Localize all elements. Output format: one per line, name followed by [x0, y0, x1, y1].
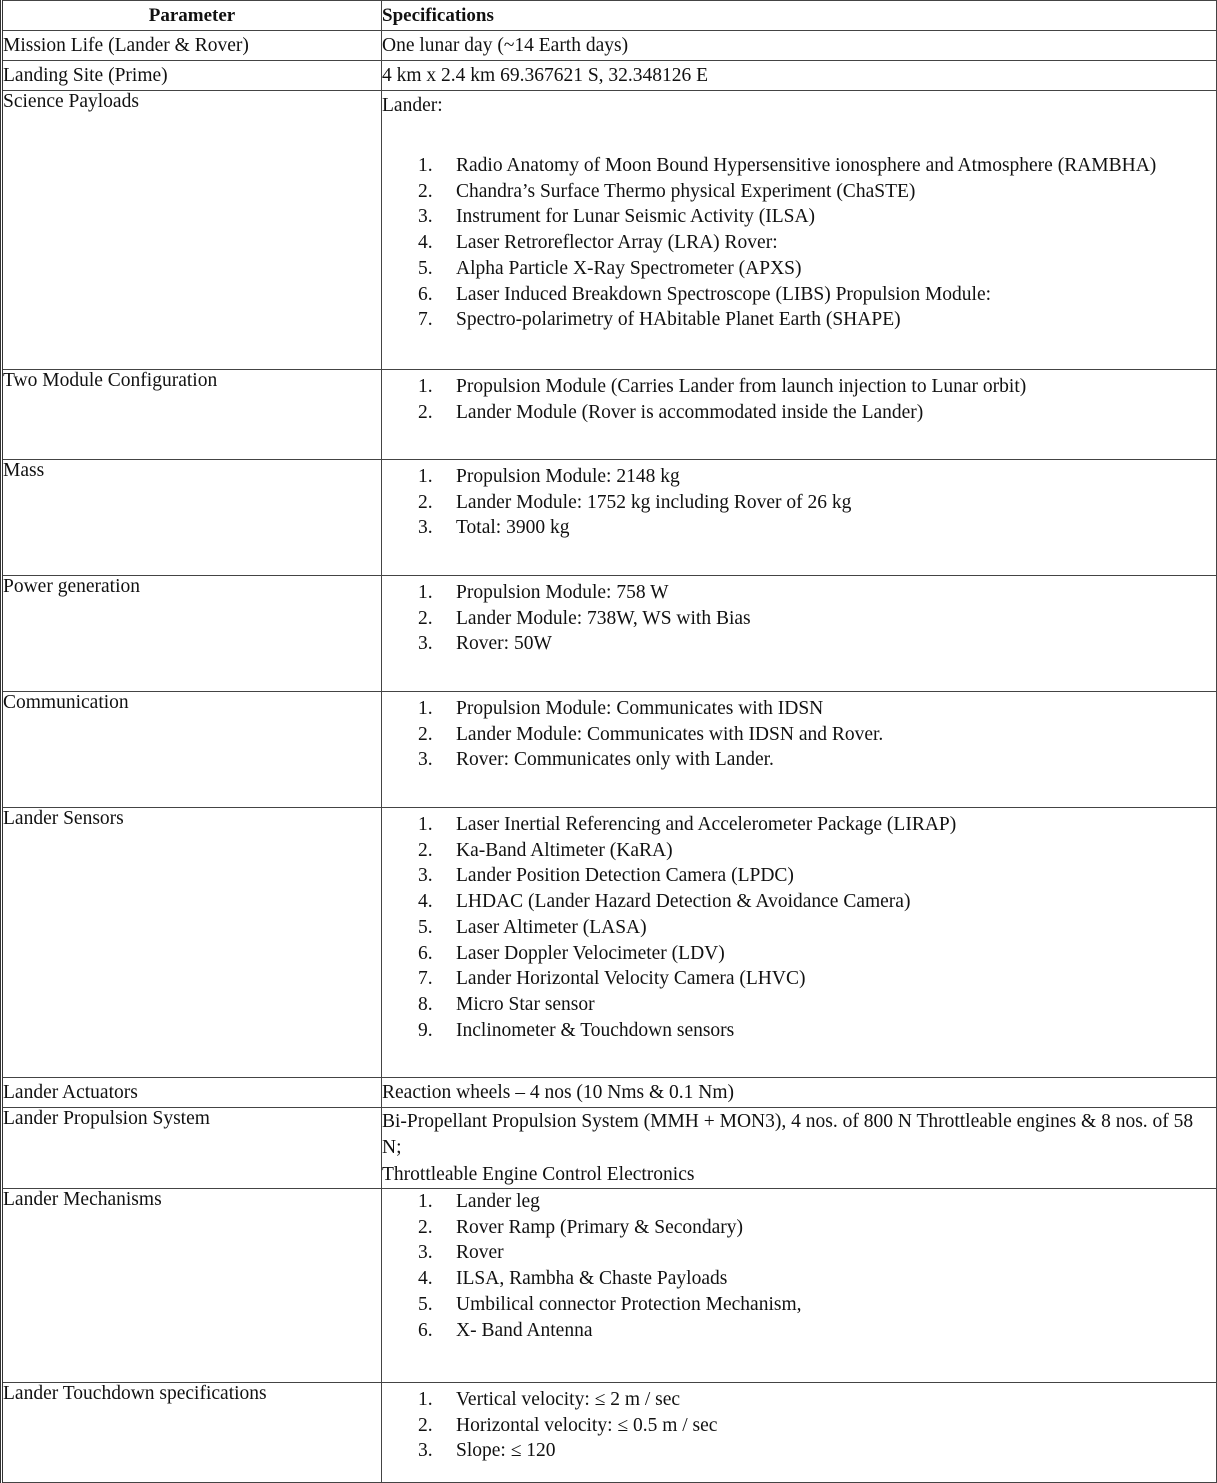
list-item-text: Lander Module: 738W, WS with Bias [456, 607, 751, 629]
list-item-number: 4. [418, 891, 433, 913]
list-item-number: 5. [418, 1293, 433, 1315]
list-item [382, 915, 1216, 941]
parameter-cell: Communication [2, 692, 382, 808]
list-item-text: Laser Induced Breakdown Spectroscope (LIBS) Propulsion Module: [456, 283, 992, 305]
list-item-number: 1. [418, 466, 433, 487]
table-body [2, 31, 1217, 1483]
list-item-text: Propulsion Module: Communicates with IDSN [456, 698, 824, 719]
list-item-text: Laser Retroreflector Array (LRA) Rover: [456, 232, 778, 254]
list-item-number: 4. [418, 232, 433, 254]
list-item [382, 282, 1216, 308]
list-item [382, 1413, 1216, 1439]
table-row [2, 61, 1217, 91]
list-item-text: ILSA, Rambha & Chaste Payloads [456, 1268, 728, 1290]
list-item-number: 1. [418, 698, 433, 719]
list-item [382, 580, 1216, 606]
parameter-cell: Two Module Configuration [2, 370, 382, 460]
specification-line: Bi-Propellant Propulsion System (MMH + MON3), 4 nos. of 800 N Throttleable engines & 8 nos. of 58 N; [382, 1111, 1194, 1158]
list-item [382, 747, 1216, 773]
table-row [2, 1078, 1217, 1108]
list-item-number: 1. [418, 1389, 433, 1410]
list-item [382, 256, 1216, 282]
specification-cell [382, 1108, 1217, 1189]
specification-intro: Lander: [382, 95, 443, 116]
list-item [382, 204, 1216, 230]
list-item-text: Laser Doppler Velocimeter (LDV) [456, 942, 725, 964]
parameter-cell: Lander Propulsion System [2, 1108, 382, 1189]
parameter-cell: Lander Sensors [2, 808, 382, 1078]
list-item [382, 1189, 1216, 1215]
list-item-number: 3. [418, 206, 433, 228]
specification-list [382, 1189, 1216, 1343]
list-item-text: Propulsion Module: 758 W [456, 582, 669, 603]
list-item-text: Laser Altimeter (LASA) [456, 916, 647, 938]
list-item-number: 6. [418, 1319, 433, 1341]
parameter-cell: Landing Site (Prime) [2, 61, 382, 91]
specification-cell [382, 576, 1217, 692]
parameter-header: Parameter [2, 1, 382, 31]
list-item [382, 1240, 1216, 1266]
list-item-number: 2. [418, 839, 433, 861]
list-item [382, 1438, 1216, 1464]
specification-line: Throttleable Engine Control Electronics [382, 1164, 695, 1185]
list-item [382, 992, 1216, 1018]
list-item-text: Horizontal velocity: ≤ 0.5 m / sec [456, 1414, 718, 1436]
list-item-number: 2. [418, 607, 433, 629]
table-row [2, 31, 1217, 61]
list-item-text: Ka-Band Altimeter (KaRA) [456, 839, 673, 861]
parameter-cell: Power generation [2, 576, 382, 692]
list-item-number: 3. [418, 517, 433, 539]
list-item [382, 307, 1216, 333]
list-item-number: 9. [418, 1019, 433, 1041]
specification-text: One lunar day (~14 Earth days) [382, 35, 629, 56]
list-item-text: Lander Position Detection Camera (LPDC) [456, 865, 794, 887]
table-row [2, 1383, 1217, 1483]
list-item [382, 966, 1216, 992]
list-item [382, 631, 1216, 657]
table-row [2, 808, 1217, 1078]
specification-cell [382, 61, 1217, 91]
specification-list [382, 374, 1216, 425]
specification-cell [382, 370, 1217, 460]
list-item-text: Propulsion Module: 2148 kg [456, 466, 680, 487]
list-item-text: Rover: Communicates only with Lander. [456, 749, 774, 771]
list-item-text: X- Band Antenna [456, 1319, 593, 1341]
list-item-text: Micro Star sensor [456, 993, 595, 1015]
list-item-text: Slope: ≤ 120 [456, 1440, 556, 1462]
list-item-number: 2. [418, 180, 433, 202]
list-item-number: 1. [418, 1191, 433, 1212]
list-item-number: 7. [418, 968, 433, 990]
table-row [2, 370, 1217, 460]
list-item-number: 1. [418, 814, 433, 835]
list-item-number: 2. [418, 1216, 433, 1238]
list-item-number: 2. [418, 491, 433, 513]
table-row [2, 576, 1217, 692]
parameter-cell: Lander Mechanisms [2, 1189, 382, 1383]
list-item-text: Umbilical connector Protection Mechanism, [456, 1293, 802, 1315]
list-item-text: Radio Anatomy of Moon Bound Hypersensitive ionosphere and Atmosphere (RAMBHA) [456, 155, 1157, 176]
parameter-cell: Science Payloads [2, 91, 382, 370]
specification-cell [382, 692, 1217, 808]
list-item-number: 4. [418, 1268, 433, 1290]
list-item [382, 1387, 1216, 1413]
list-item-number: 5. [418, 257, 433, 279]
parameter-cell: Mission Life (Lander & Rover) [2, 31, 382, 61]
list-item-text: Lander leg [456, 1191, 540, 1212]
list-item-number: 7. [418, 309, 433, 331]
specification-list [382, 580, 1216, 657]
specification-cell [382, 808, 1217, 1078]
list-item-text: Lander Module: Communicates with IDSN and Rover. [456, 723, 884, 745]
list-item-number: 5. [418, 916, 433, 938]
specification-cell [382, 1189, 1217, 1383]
specification-list [382, 812, 1216, 1043]
list-item [382, 400, 1216, 426]
list-item [382, 1266, 1216, 1292]
list-item-text: Alpha Particle X-Ray Spectrometer (APXS) [456, 257, 802, 279]
list-item-text: Instrument for Lunar Seismic Activity (ILSA) [456, 206, 816, 228]
specification-cell [382, 460, 1217, 576]
list-item-number: 3. [418, 865, 433, 887]
list-item-number: 3. [418, 749, 433, 771]
parameter-cell: Mass [2, 460, 382, 576]
list-item-number: 6. [418, 942, 433, 964]
list-item [382, 490, 1216, 516]
specifications-header: Specifications [382, 1, 1217, 31]
list-item-text: Laser Inertial Referencing and Accelerometer Package (LIRAP) [456, 814, 957, 835]
list-item [382, 230, 1216, 256]
list-item [382, 863, 1216, 889]
specification-cell [382, 1383, 1217, 1483]
list-item [382, 606, 1216, 632]
list-item-text: Lander Module: 1752 kg including Rover of 26 kg [456, 491, 852, 513]
list-item [382, 1018, 1216, 1044]
list-item-number: 1. [418, 582, 433, 603]
list-item-number: 3. [418, 633, 433, 655]
list-item [382, 515, 1216, 541]
table-row [2, 692, 1217, 808]
specification-cell [382, 91, 1217, 370]
list-item [382, 696, 1216, 722]
list-item-text: Total: 3900 kg [456, 517, 570, 539]
specification-list [382, 153, 1216, 333]
list-item-number: 8. [418, 993, 433, 1015]
list-item [382, 1215, 1216, 1241]
list-item-number: 6. [418, 283, 433, 305]
specification-text: 4 km x 2.4 km 69.367621 S, 32.348126 E [382, 65, 709, 86]
list-item [382, 374, 1216, 400]
parameter-cell: Lander Touchdown specifications [2, 1383, 382, 1483]
list-item-number: 3. [418, 1440, 433, 1462]
list-item-text: Rover [456, 1242, 504, 1264]
list-item [382, 1292, 1216, 1318]
list-item-number: 2. [418, 723, 433, 745]
list-item [382, 464, 1216, 490]
table-row [2, 460, 1217, 576]
list-item-text: Rover Ramp (Primary & Secondary) [456, 1216, 744, 1238]
table-row [2, 1189, 1217, 1383]
list-item [382, 722, 1216, 748]
list-item-text: Spectro-polarimetry of HAbitable Planet Earth (SHAPE) [456, 309, 901, 331]
list-item [382, 1318, 1216, 1344]
list-item-text: Lander Module (Rover is accommodated inside the Lander) [456, 401, 924, 423]
list-item-text: LHDAC (Lander Hazard Detection & Avoidance Camera) [456, 891, 911, 913]
list-item-number: 3. [418, 1242, 433, 1264]
list-item-text: Rover: 50W [456, 633, 552, 655]
list-item-number: 1. [418, 155, 433, 176]
list-item [382, 941, 1216, 967]
specification-cell [382, 31, 1217, 61]
table-row [2, 91, 1217, 370]
list-item-text: Vertical velocity: ≤ 2 m / sec [456, 1389, 681, 1410]
list-item-text: Chandra’s Surface Thermo physical Experiment (ChaSTE) [456, 180, 916, 202]
list-item-text: Inclinometer & Touchdown sensors [456, 1019, 735, 1041]
list-item [382, 812, 1216, 838]
specification-text: Reaction wheels – 4 nos (10 Nms & 0.1 Nm) [382, 1082, 735, 1103]
header-row [2, 1, 1217, 31]
list-item [382, 838, 1216, 864]
specification-cell [382, 1078, 1217, 1108]
specification-list [382, 464, 1216, 541]
list-item-number: 1. [418, 376, 433, 397]
list-item-number: 2. [418, 401, 433, 423]
parameter-cell: Lander Actuators [2, 1078, 382, 1108]
specification-list [382, 696, 1216, 773]
list-item [382, 889, 1216, 915]
list-item-number: 2. [418, 1414, 433, 1436]
list-item [382, 179, 1216, 205]
specification-list [382, 1387, 1216, 1464]
list-item-text: Lander Horizontal Velocity Camera (LHVC) [456, 968, 806, 990]
list-item-text: Propulsion Module (Carries Lander from launch injection to Lunar orbit) [456, 376, 1027, 397]
list-item [382, 153, 1216, 179]
table-row [2, 1108, 1217, 1189]
